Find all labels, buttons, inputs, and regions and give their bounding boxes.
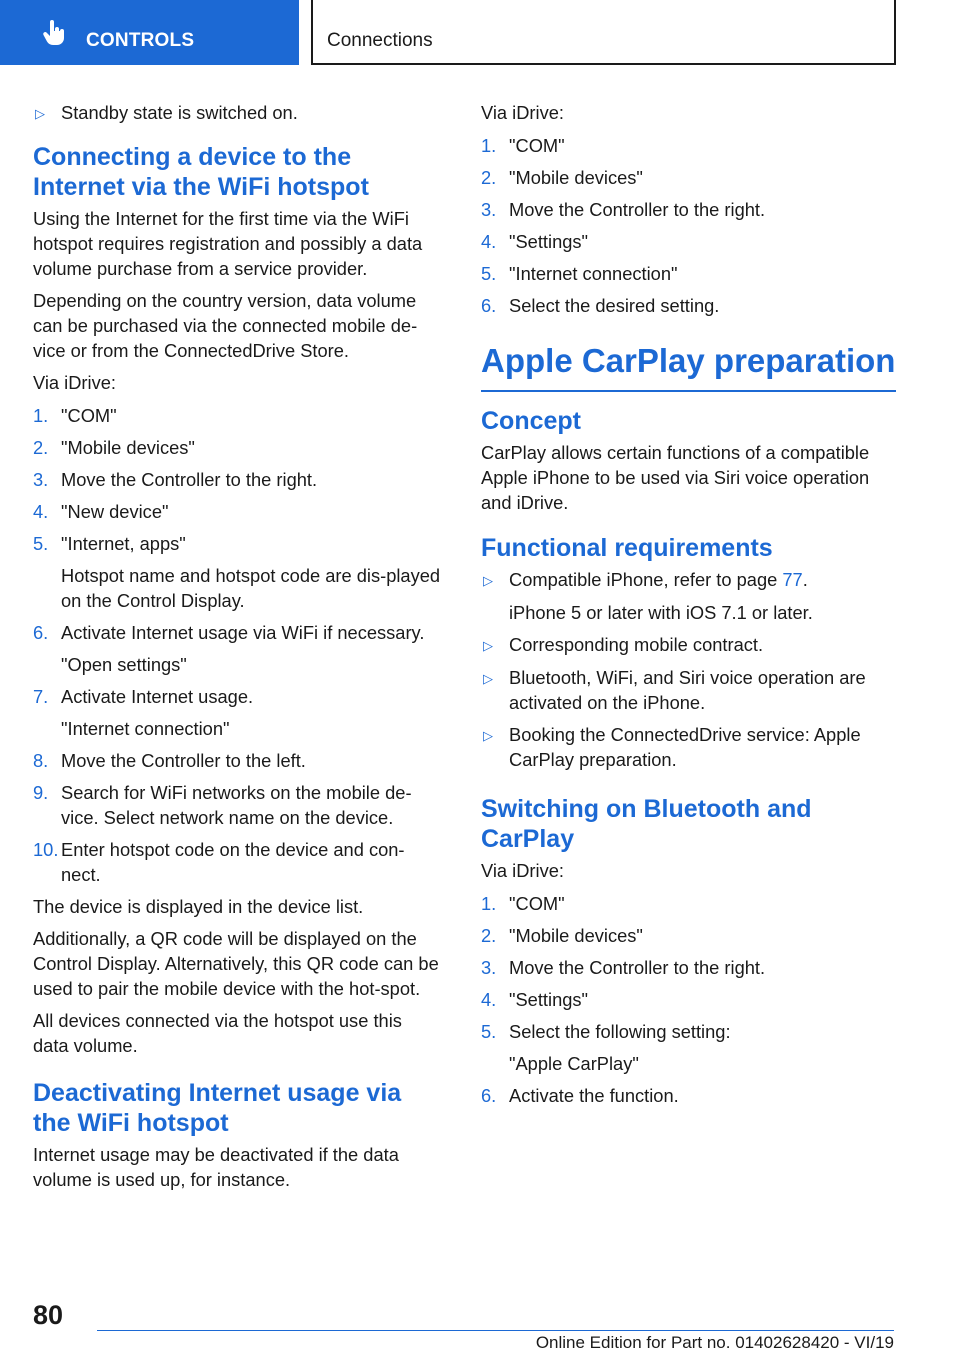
list-subtext: "Internet connection" (61, 718, 230, 739)
list-item (33, 403, 441, 428)
list-number: 5. (481, 263, 497, 284)
list-item (33, 748, 441, 773)
bullet-triangle-icon: ▷ (483, 573, 493, 588)
footer-divider (97, 1330, 894, 1331)
list-number: 8. (33, 750, 49, 771)
list-item (481, 261, 896, 286)
list-number: 5. (33, 533, 49, 554)
ordered-list (481, 891, 896, 1108)
list-text: "Settings" (509, 231, 589, 252)
list-text: Move the Controller to the right. (509, 957, 766, 978)
list-item (481, 229, 896, 254)
list-number: 1. (481, 893, 497, 914)
list-text: "Settings" (509, 989, 589, 1010)
list-item (481, 165, 896, 190)
list-number: 6. (481, 1085, 497, 1106)
left-column (33, 100, 441, 1199)
list-item (481, 923, 896, 948)
list-number: 7. (33, 686, 49, 707)
page-link[interactable]: 77 (782, 569, 803, 590)
list-item (481, 891, 896, 916)
page-title-box (311, 0, 896, 65)
list-subtext: Hotspot name and hotspot code are dis‐played on the Control Display. (61, 565, 441, 611)
paragraph: iPhone 5 or later with iOS 7.1 or later. (509, 602, 813, 623)
section-tab[interactable] (0, 0, 299, 65)
page-number: 80 (33, 1300, 64, 1330)
list-item (33, 467, 441, 492)
list-item: ▷ Booking the ConnectedDrive service: Apple CarPlay preparation. (483, 724, 861, 770)
hand-pointer-icon (42, 20, 66, 46)
right-column (481, 100, 896, 1115)
paragraph: Via iDrive: (33, 372, 116, 393)
list-item (481, 133, 896, 158)
list-text: Move the Controller to the right. (509, 199, 766, 220)
list-subtext: "Apple CarPlay" (509, 1053, 639, 1074)
list-text: "Internet connection" (509, 263, 678, 284)
list-item (481, 293, 896, 318)
paragraph: All devices connected via the hotspot use this data volume. (33, 1010, 402, 1056)
list-item (33, 837, 441, 887)
list-number: 1. (481, 135, 497, 156)
list-number: 2. (481, 167, 497, 188)
bullet-triangle-icon: ▷ (35, 106, 45, 121)
ordered-list (481, 133, 896, 318)
list-item (33, 499, 441, 524)
heading-switching-bluetooth-carplay: Switching on Bluetooth and CarPlay (481, 795, 812, 853)
heading-concept: Concept (481, 407, 581, 435)
paragraph: Using the Internet for the first time via the WiFi hotspot requires registration and possibly a data volume purchase from a service provider. (33, 208, 423, 279)
heading-connect-hotspot: Connecting a device to the Internet via the WiFi hotspot (33, 143, 369, 201)
list-number: 2. (481, 925, 497, 946)
list-text: "Mobile devices" (509, 925, 643, 946)
footer-edition: Online Edition for Part no. 01402628420 - VI/19 (535, 1333, 894, 1352)
section-label: CONTROLS (86, 30, 195, 51)
list-item: ▷ Corresponding mobile contract. (481, 632, 896, 658)
list-text: "New device" (61, 501, 169, 522)
paragraph: Via iDrive: (481, 860, 564, 881)
list-number: 1. (33, 405, 49, 426)
list-number: 5. (481, 1021, 497, 1042)
list-text: Enter hotspot code on the device and con‐nect. (61, 839, 405, 885)
list-text: "Mobile devices" (509, 167, 643, 188)
list-text: "COM" (509, 135, 565, 156)
list-item (481, 197, 896, 222)
list-item (33, 531, 441, 556)
list-text: Select the following setting: (509, 1021, 731, 1042)
list-number: 6. (33, 622, 49, 643)
list-number: 6. (481, 295, 497, 316)
list-number: 9. (33, 782, 49, 803)
list-item: ▷ Standby state is switched on. (33, 100, 441, 126)
list-number: 10. (33, 839, 59, 860)
heading-apple-carplay: Apple CarPlay preparation (481, 340, 896, 392)
list-text: "Internet, apps" (61, 533, 186, 554)
list-item (33, 435, 441, 460)
bullet-triangle-icon: ▷ (483, 638, 493, 653)
list-number: 4. (481, 989, 497, 1010)
list-text: "COM" (61, 405, 117, 426)
paragraph: Internet usage may be deactivated if the data volume is used up, for instance. (33, 1144, 399, 1190)
list-text: Select the desired setting. (509, 295, 720, 316)
list-text: "COM" (509, 893, 565, 914)
list-text: Activate Internet usage. (61, 686, 254, 707)
list-number: 3. (481, 957, 497, 978)
list-item (481, 1083, 896, 1108)
list-item (481, 1019, 896, 1044)
list-item: ▷ Bluetooth, WiFi, and Siri voice operation are activated on the iPhone. (483, 667, 866, 713)
list-number: 2. (33, 437, 49, 458)
list-item (481, 955, 896, 980)
paragraph: CarPlay allows certain functions of a compatible Apple iPhone to be used via Siri voice operation and iDrive. (481, 442, 870, 513)
page-title: Connections (327, 30, 433, 51)
list-item (33, 620, 441, 645)
list-item (481, 987, 896, 1012)
list-item (33, 780, 441, 830)
list-subtext: "Open settings" (61, 654, 187, 675)
list-text: Search for WiFi networks on the mobile de‐vice. Select network name on the device. (61, 782, 412, 828)
list-text: Activate the function. (509, 1085, 679, 1106)
paragraph: Via iDrive: (481, 102, 564, 123)
list-text: Activate Internet usage via WiFi if necessary. (61, 622, 425, 643)
list-number: 3. (481, 199, 497, 220)
heading-functional-requirements: Functional requirements (481, 534, 773, 562)
list-number: 4. (481, 231, 497, 252)
list-item (33, 684, 441, 709)
ordered-list (33, 403, 441, 887)
list-text: Move the Controller to the right. (61, 469, 318, 490)
bullet-triangle-icon: ▷ (483, 671, 493, 686)
paragraph: The device is displayed in the device list. (33, 896, 364, 917)
list-number: 3. (33, 469, 49, 490)
list-item: ▷ Compatible iPhone, refer to page 77. (481, 567, 896, 593)
list-text: Move the Controller to the left. (61, 750, 306, 771)
paragraph: Additionally, a QR code will be displayed on the Control Display. Alternatively, this QR code can be used to pair the mobile device with the hot‐spot. (33, 928, 439, 999)
list-number: 4. (33, 501, 49, 522)
list-text: "Mobile devices" (61, 437, 195, 458)
heading-deactivate-internet: Deactivating Internet usage via the WiFi hotspot (33, 1079, 402, 1137)
bullet-triangle-icon: ▷ (483, 728, 493, 743)
paragraph: Depending on the country version, data volume can be purchased via the connected mobile de‐vice or from the ConnectedDrive Store. (33, 290, 418, 361)
